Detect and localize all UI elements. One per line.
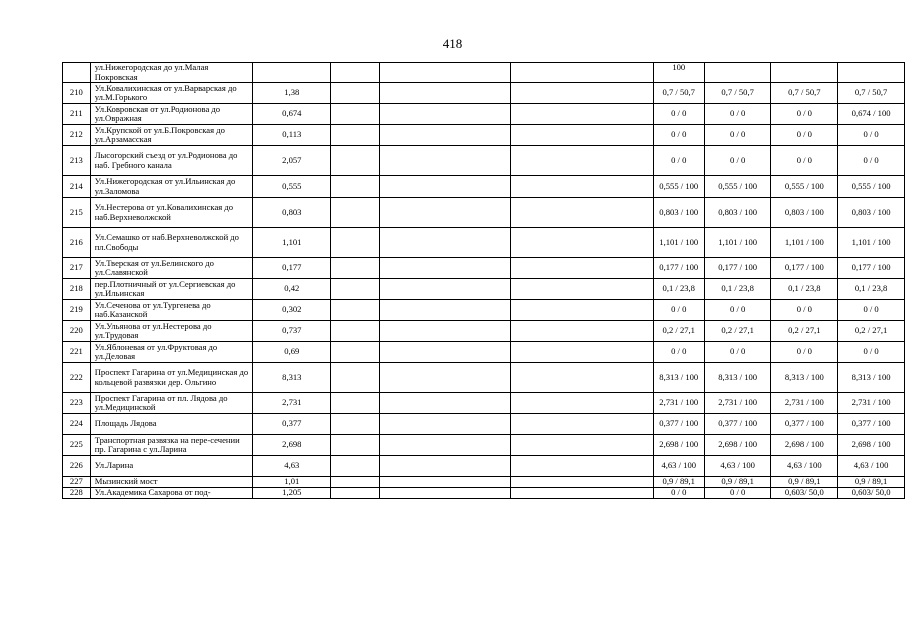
empty-cell — [331, 63, 380, 83]
row-number: 210 — [63, 83, 91, 104]
value-year-2: 0 / 0 — [704, 104, 771, 125]
value-year-3: 8,313 / 100 — [771, 363, 838, 393]
row-number: 215 — [63, 198, 91, 228]
value-year-1: 0,7 / 50,7 — [653, 83, 704, 104]
value-year-3: 0 / 0 — [771, 342, 838, 363]
length-km: 8,313 — [253, 363, 331, 393]
value-year-1: 0,1 / 23,8 — [653, 279, 704, 300]
value-year-2: 0,377 / 100 — [704, 414, 771, 435]
value-year-3 — [771, 63, 838, 83]
street-name: Площадь Лядова — [90, 414, 252, 435]
table-row — [63, 104, 905, 125]
value-year-4: 0,2 / 27,1 — [838, 321, 905, 342]
value-year-1: 100 — [653, 63, 704, 83]
street-name: Ул.Академика Сахарова от под- — [90, 488, 252, 499]
empty-cell — [380, 393, 511, 414]
value-year-3: 0,555 / 100 — [771, 176, 838, 198]
empty-cell — [380, 414, 511, 435]
value-year-2: 1,101 / 100 — [704, 228, 771, 258]
empty-cell — [331, 300, 380, 321]
empty-cell — [511, 321, 654, 342]
value-year-4: 0 / 0 — [838, 342, 905, 363]
value-year-1: 2,731 / 100 — [653, 393, 704, 414]
value-year-4 — [838, 63, 905, 83]
street-name: Ул.Тверская от ул.Белинского до ул.Славянской — [90, 258, 252, 279]
value-year-1: 0,2 / 27,1 — [653, 321, 704, 342]
row-number: 212 — [63, 125, 91, 146]
empty-cell — [511, 228, 654, 258]
empty-cell — [511, 393, 654, 414]
row-number: 213 — [63, 146, 91, 176]
table-body — [63, 63, 905, 499]
empty-cell — [511, 63, 654, 83]
value-year-3: 0,377 / 100 — [771, 414, 838, 435]
value-year-1: 4,63 / 100 — [653, 456, 704, 477]
table-row — [63, 125, 905, 146]
empty-cell — [511, 198, 654, 228]
table-row — [63, 63, 905, 83]
value-year-4: 4,63 / 100 — [838, 456, 905, 477]
empty-cell — [331, 146, 380, 176]
street-name: Проспект Гагарина от ул.Медицинская до кольцевой развязки дер. Ольгино — [90, 363, 252, 393]
value-year-4: 2,731 / 100 — [838, 393, 905, 414]
value-year-3: 4,63 / 100 — [771, 456, 838, 477]
value-year-3: 0,9 / 89,1 — [771, 477, 838, 488]
table-row — [63, 488, 905, 499]
row-number: 225 — [63, 435, 91, 456]
row-number: 220 — [63, 321, 91, 342]
value-year-2: 0 / 0 — [704, 488, 771, 499]
empty-cell — [511, 176, 654, 198]
table-row — [63, 176, 905, 198]
length-km: 1,38 — [253, 83, 331, 104]
empty-cell — [380, 258, 511, 279]
value-year-2: 0 / 0 — [704, 300, 771, 321]
row-number: 222 — [63, 363, 91, 393]
street-name: Лысогорский съезд от ул.Родионова до наб. Гребного канала — [90, 146, 252, 176]
value-year-3: 2,731 / 100 — [771, 393, 838, 414]
street-name: Ул.Ульянова от ул.Нестерова до ул.Трудовая — [90, 321, 252, 342]
length-km: 0,42 — [253, 279, 331, 300]
value-year-2 — [704, 63, 771, 83]
empty-cell — [511, 146, 654, 176]
value-year-2: 0,803 / 100 — [704, 198, 771, 228]
table-row — [63, 228, 905, 258]
value-year-2: 0 / 0 — [704, 342, 771, 363]
value-year-4: 0,7 / 50,7 — [838, 83, 905, 104]
table-row — [63, 146, 905, 176]
empty-cell — [380, 488, 511, 499]
empty-cell — [380, 198, 511, 228]
empty-cell — [511, 279, 654, 300]
empty-cell — [380, 477, 511, 488]
empty-cell — [331, 477, 380, 488]
value-year-3: 0,603/ 50,0 — [771, 488, 838, 499]
empty-cell — [380, 228, 511, 258]
length-km: 4,63 — [253, 456, 331, 477]
empty-cell — [380, 435, 511, 456]
table-row — [63, 279, 905, 300]
row-number: 217 — [63, 258, 91, 279]
row-number — [63, 63, 91, 83]
empty-cell — [380, 146, 511, 176]
table-row — [63, 414, 905, 435]
empty-cell — [380, 176, 511, 198]
empty-cell — [380, 104, 511, 125]
street-name: Транспортная развязка на пере-сечении пр. Гагарина с ул.Ларина — [90, 435, 252, 456]
empty-cell — [331, 279, 380, 300]
street-name: Ул.Крупской от ул.Б.Покровская до ул.Арзамасская — [90, 125, 252, 146]
value-year-1: 0,555 / 100 — [653, 176, 704, 198]
value-year-1: 0 / 0 — [653, 125, 704, 146]
empty-cell — [380, 300, 511, 321]
street-name: Ул.Нестерова от ул.Ковалихинская до наб.Верхневолжской — [90, 198, 252, 228]
value-year-4: 0,803 / 100 — [838, 198, 905, 228]
value-year-4: 0 / 0 — [838, 146, 905, 176]
length-km: 0,737 — [253, 321, 331, 342]
street-name: Ул.Ковалихинская от ул.Варварская до ул.М.Горького — [90, 83, 252, 104]
empty-cell — [380, 63, 511, 83]
empty-cell — [331, 342, 380, 363]
empty-cell — [380, 363, 511, 393]
value-year-2: 2,731 / 100 — [704, 393, 771, 414]
empty-cell — [331, 321, 380, 342]
value-year-2: 0,9 / 89,1 — [704, 477, 771, 488]
street-name: Проспект Гагарина от пл. Лядова до ул.Медицинской — [90, 393, 252, 414]
value-year-2: 0 / 0 — [704, 146, 771, 176]
value-year-4: 1,101 / 100 — [838, 228, 905, 258]
length-km: 2,731 — [253, 393, 331, 414]
value-year-4: 0,9 / 89,1 — [838, 477, 905, 488]
empty-cell — [380, 279, 511, 300]
empty-cell — [380, 125, 511, 146]
value-year-2: 0,177 / 100 — [704, 258, 771, 279]
empty-cell — [331, 456, 380, 477]
length-km: 0,377 — [253, 414, 331, 435]
row-number: 211 — [63, 104, 91, 125]
empty-cell — [511, 477, 654, 488]
street-name: Ул.Семашко от наб.Верхневолжской до пл.Свободы — [90, 228, 252, 258]
empty-cell — [380, 456, 511, 477]
row-number: 218 — [63, 279, 91, 300]
empty-cell — [331, 198, 380, 228]
value-year-3: 0,803 / 100 — [771, 198, 838, 228]
value-year-4: 0,674 / 100 — [838, 104, 905, 125]
empty-cell — [511, 83, 654, 104]
value-year-3: 0,7 / 50,7 — [771, 83, 838, 104]
empty-cell — [380, 321, 511, 342]
street-name: пер.Плотничный от ул.Сергиевская до ул.Ильинская — [90, 279, 252, 300]
empty-cell — [380, 83, 511, 104]
value-year-3: 0 / 0 — [771, 146, 838, 176]
street-name: Ул.Яблоневая от ул.Фруктовая до ул.Деловая — [90, 342, 252, 363]
table-row — [63, 342, 905, 363]
length-km: 0,674 — [253, 104, 331, 125]
empty-cell — [380, 342, 511, 363]
empty-cell — [511, 363, 654, 393]
length-km: 0,113 — [253, 125, 331, 146]
value-year-1: 0 / 0 — [653, 342, 704, 363]
length-km: 1,205 — [253, 488, 331, 499]
table-row — [63, 363, 905, 393]
value-year-3: 0,1 / 23,8 — [771, 279, 838, 300]
value-year-4: 0,177 / 100 — [838, 258, 905, 279]
value-year-2: 2,698 / 100 — [704, 435, 771, 456]
length-km: 2,057 — [253, 146, 331, 176]
row-number: 227 — [63, 477, 91, 488]
row-number: 221 — [63, 342, 91, 363]
value-year-2: 8,313 / 100 — [704, 363, 771, 393]
value-year-4: 0 / 0 — [838, 125, 905, 146]
value-year-1: 0 / 0 — [653, 146, 704, 176]
value-year-4: 0,1 / 23,8 — [838, 279, 905, 300]
length-km: 0,803 — [253, 198, 331, 228]
table-row — [63, 393, 905, 414]
value-year-2: 0,1 / 23,8 — [704, 279, 771, 300]
empty-cell — [331, 414, 380, 435]
value-year-1: 2,698 / 100 — [653, 435, 704, 456]
table-row — [63, 83, 905, 104]
length-km — [253, 63, 331, 83]
table-row — [63, 258, 905, 279]
value-year-3: 0 / 0 — [771, 125, 838, 146]
value-year-1: 0 / 0 — [653, 300, 704, 321]
length-km: 2,698 — [253, 435, 331, 456]
street-name: Мызинский мост — [90, 477, 252, 488]
value-year-3: 2,698 / 100 — [771, 435, 838, 456]
value-year-2: 4,63 / 100 — [704, 456, 771, 477]
length-km: 0,177 — [253, 258, 331, 279]
empty-cell — [331, 83, 380, 104]
empty-cell — [511, 125, 654, 146]
road-table — [62, 62, 905, 499]
street-name: Ул.Ковровская от ул.Родионова до ул.Овражная — [90, 104, 252, 125]
empty-cell — [331, 393, 380, 414]
empty-cell — [331, 176, 380, 198]
empty-cell — [511, 456, 654, 477]
value-year-4: 8,313 / 100 — [838, 363, 905, 393]
empty-cell — [331, 104, 380, 125]
value-year-4: 0 / 0 — [838, 300, 905, 321]
empty-cell — [511, 104, 654, 125]
value-year-1: 0,9 / 89,1 — [653, 477, 704, 488]
value-year-2: 0 / 0 — [704, 125, 771, 146]
value-year-1: 0 / 0 — [653, 104, 704, 125]
value-year-1: 0,177 / 100 — [653, 258, 704, 279]
row-number: 214 — [63, 176, 91, 198]
empty-cell — [331, 125, 380, 146]
row-number: 219 — [63, 300, 91, 321]
empty-cell — [511, 488, 654, 499]
empty-cell — [511, 435, 654, 456]
value-year-1: 8,313 / 100 — [653, 363, 704, 393]
value-year-4: 0,377 / 100 — [838, 414, 905, 435]
value-year-3: 0 / 0 — [771, 104, 838, 125]
page-number: 418 — [442, 36, 463, 51]
empty-cell — [511, 258, 654, 279]
empty-cell — [331, 435, 380, 456]
row-number: 223 — [63, 393, 91, 414]
value-year-3: 0 / 0 — [771, 300, 838, 321]
length-km: 0,69 — [253, 342, 331, 363]
value-year-4: 0,603/ 50,0 — [838, 488, 905, 499]
empty-cell — [511, 414, 654, 435]
value-year-2: 0,555 / 100 — [704, 176, 771, 198]
table-row — [63, 300, 905, 321]
empty-cell — [511, 300, 654, 321]
value-year-3: 1,101 / 100 — [771, 228, 838, 258]
empty-cell — [331, 488, 380, 499]
value-year-4: 2,698 / 100 — [838, 435, 905, 456]
length-km: 1,01 — [253, 477, 331, 488]
value-year-4: 0,555 / 100 — [838, 176, 905, 198]
street-name: Ул.Сеченова от ул.Тургенева до наб.Казанской — [90, 300, 252, 321]
value-year-3: 0,177 / 100 — [771, 258, 838, 279]
value-year-1: 0,803 / 100 — [653, 198, 704, 228]
table-row — [63, 456, 905, 477]
table-row — [63, 321, 905, 342]
row-number: 216 — [63, 228, 91, 258]
empty-cell — [511, 342, 654, 363]
table-row — [63, 198, 905, 228]
value-year-3: 0,2 / 27,1 — [771, 321, 838, 342]
street-name: ул.Нижегородская до ул.Малая Покровская — [90, 63, 252, 83]
empty-cell — [331, 228, 380, 258]
row-number: 228 — [63, 488, 91, 499]
empty-cell — [331, 258, 380, 279]
street-name: Ул.Ларина — [90, 456, 252, 477]
empty-cell — [331, 363, 380, 393]
length-km: 0,302 — [253, 300, 331, 321]
value-year-1: 1,101 / 100 — [653, 228, 704, 258]
value-year-1: 0,377 / 100 — [653, 414, 704, 435]
value-year-2: 0,2 / 27,1 — [704, 321, 771, 342]
table-row — [63, 435, 905, 456]
table-row — [63, 477, 905, 488]
value-year-1: 0 / 0 — [653, 488, 704, 499]
value-year-2: 0,7 / 50,7 — [704, 83, 771, 104]
length-km: 1,101 — [253, 228, 331, 258]
row-number: 224 — [63, 414, 91, 435]
row-number: 226 — [63, 456, 91, 477]
length-km: 0,555 — [253, 176, 331, 198]
street-name: Ул.Нижегородская от ул.Ильинская до ул.Заломова — [90, 176, 252, 198]
